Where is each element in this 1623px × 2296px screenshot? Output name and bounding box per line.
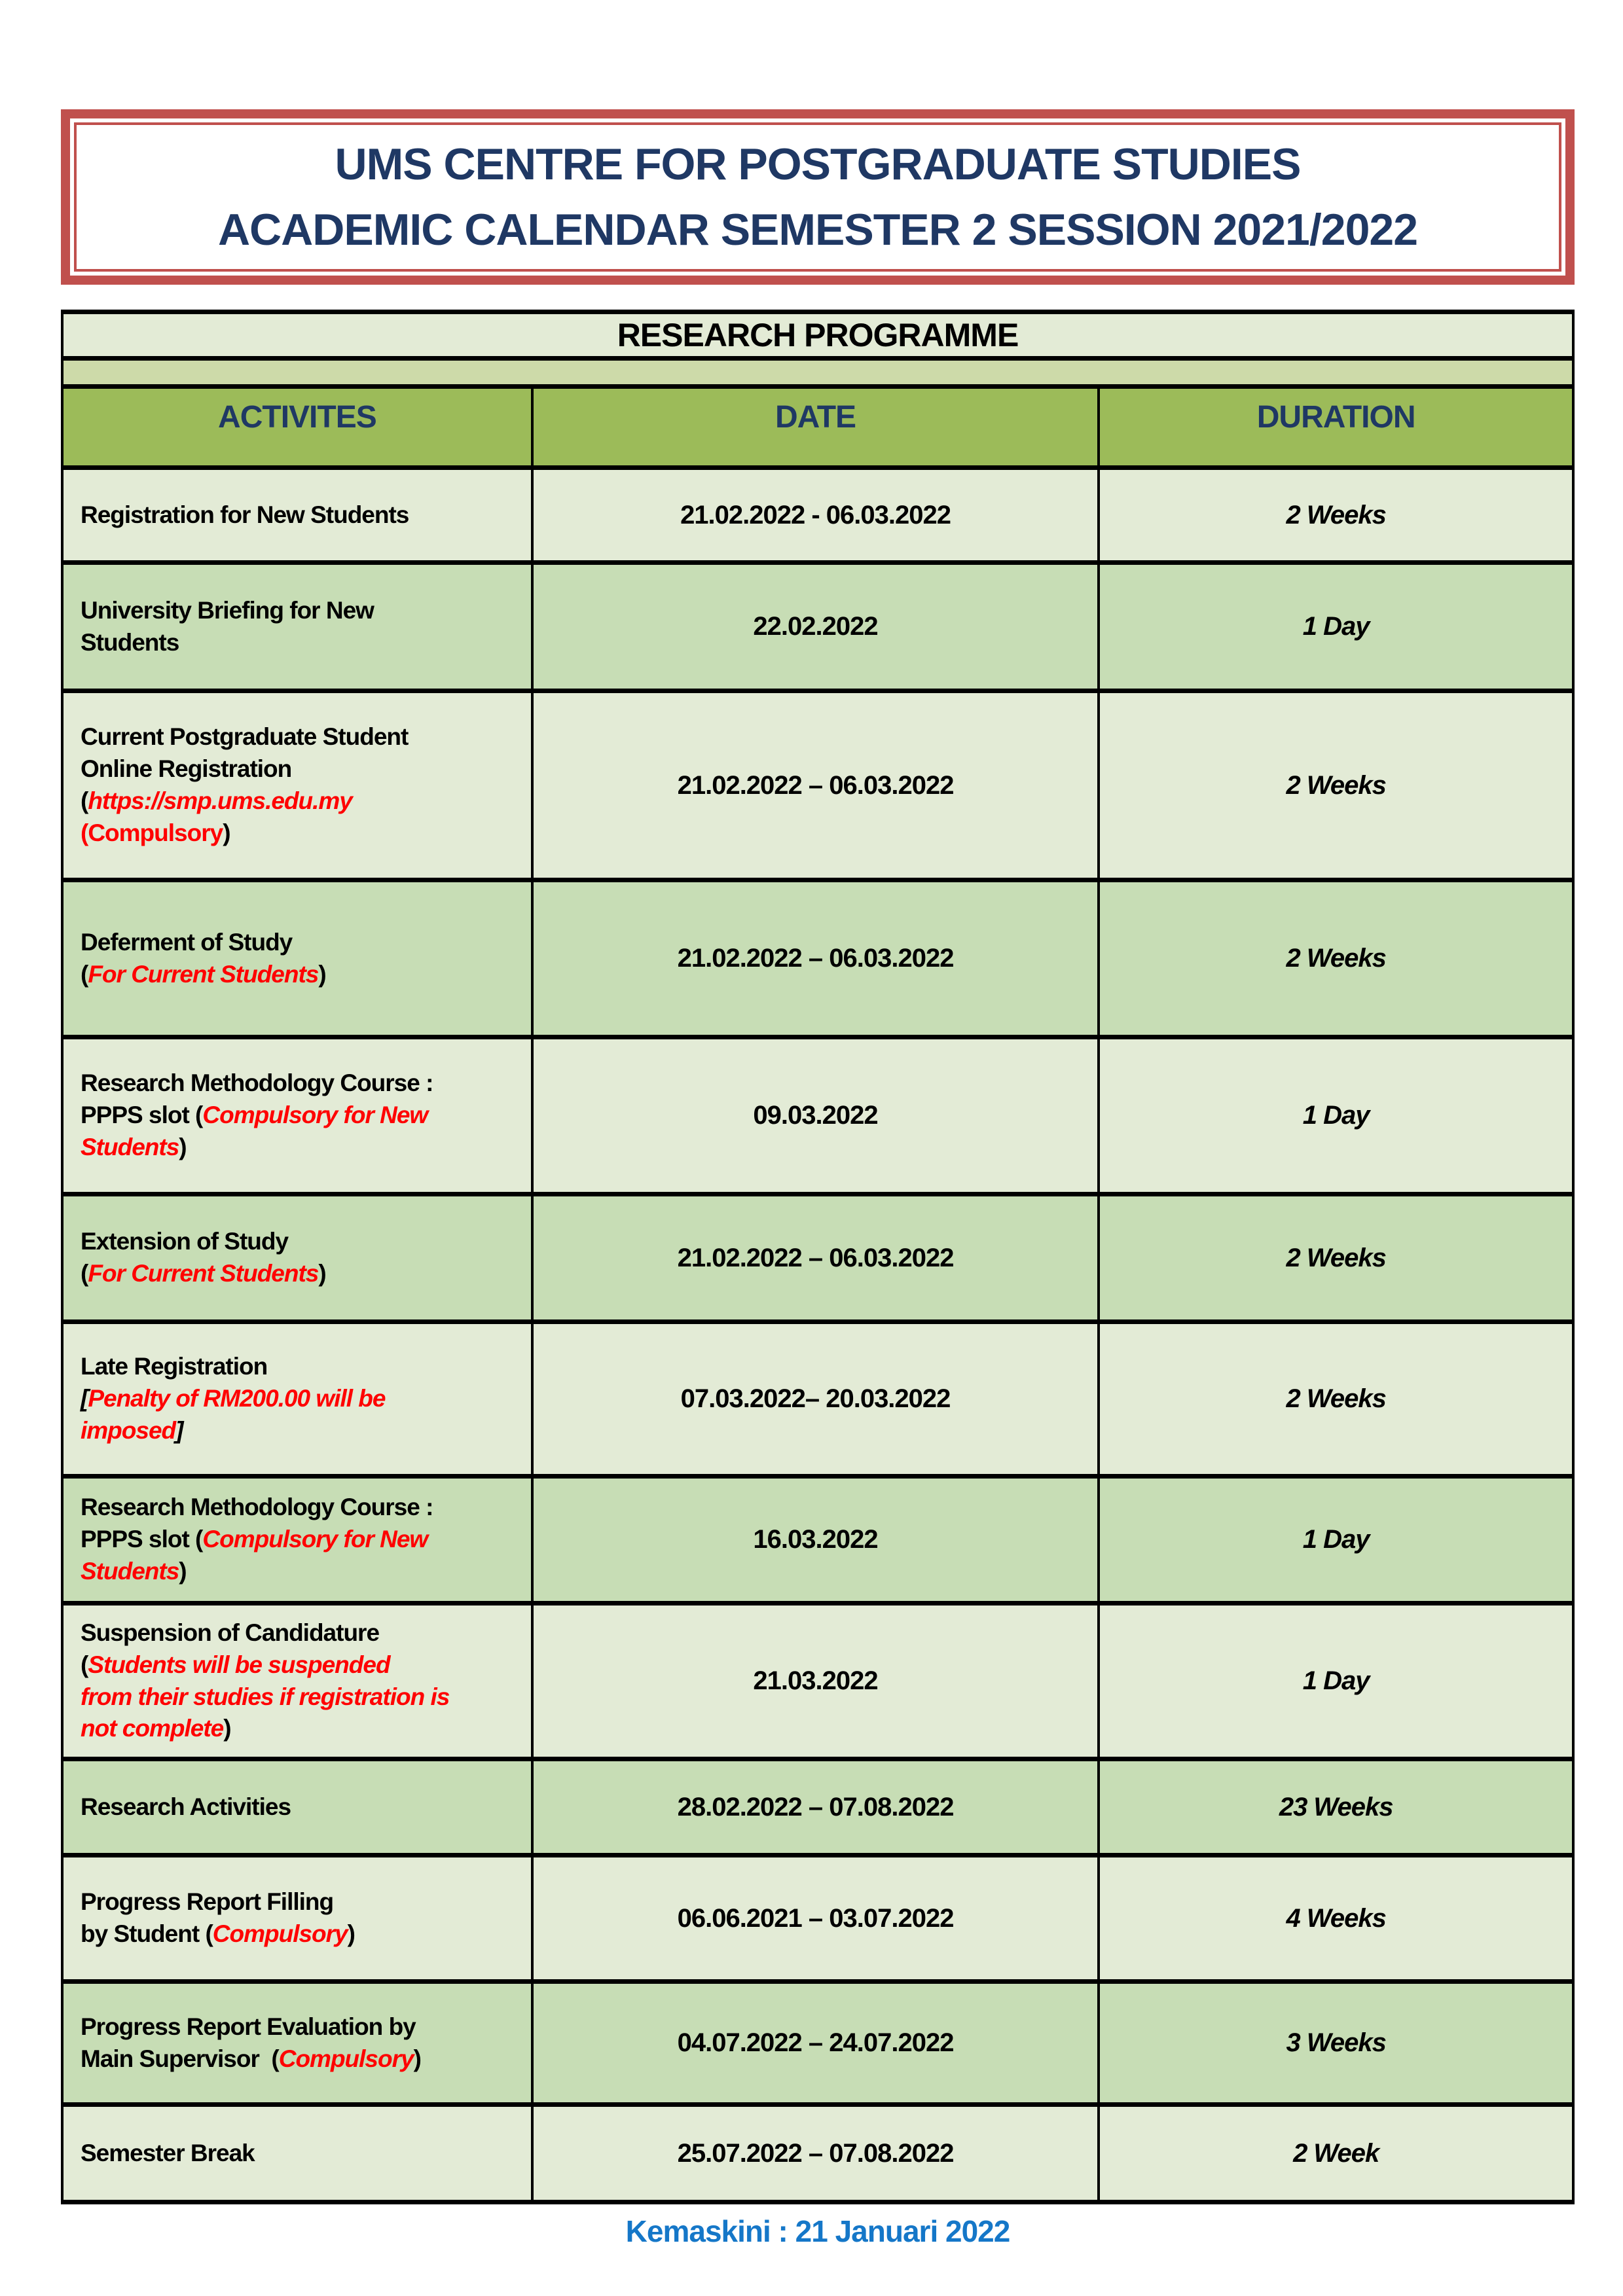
activity-text: Registration for New Students — [81, 501, 409, 528]
duration-cell: 2 Week — [1099, 2105, 1573, 2202]
col-header-activities: ACTIVITES — [62, 387, 532, 468]
activity-cell — [62, 563, 532, 691]
table-row — [62, 563, 1573, 691]
spacer-band — [62, 359, 1573, 387]
activity-text: [ — [81, 1385, 88, 1412]
title-box-inner — [74, 122, 1561, 272]
duration-cell: 1 Day — [1099, 1477, 1573, 1604]
activity-text: ( — [81, 960, 88, 988]
activity-text: ) — [413, 2045, 421, 2072]
table-row — [62, 1856, 1573, 1982]
activity-text: For Current Students — [88, 1260, 319, 1287]
activity-line — [81, 721, 519, 753]
table-row — [62, 1982, 1573, 2105]
duration-cell: 1 Day — [1099, 1037, 1573, 1194]
activity-text: Research Methodology Course : — [81, 1069, 433, 1097]
date-cell: 16.03.2022 — [532, 1477, 1099, 1604]
table-row — [62, 468, 1573, 563]
duration-cell: 1 Day — [1099, 1604, 1573, 1759]
duration-cell: 4 Weeks — [1099, 1856, 1573, 1982]
activity-text: ) — [223, 1715, 231, 1742]
activity-cell — [62, 1759, 532, 1856]
activity-text: Compulsory — [212, 1920, 348, 1947]
activity-text: Compulsory — [278, 2045, 414, 2072]
activity-text: ) — [179, 1557, 187, 1585]
activity-text: ( — [81, 1651, 88, 1678]
activity-cell — [62, 1982, 532, 2105]
title-box — [61, 109, 1575, 285]
date-cell: 21.02.2022 – 06.03.2022 — [532, 691, 1099, 880]
duration-cell: 23 Weeks — [1099, 1759, 1573, 1856]
duration-cell: 2 Weeks — [1099, 1194, 1573, 1322]
activity-line — [81, 1713, 519, 1745]
activity-text: Progress Report Filling — [81, 1888, 334, 1916]
section-title-row — [62, 312, 1573, 359]
activity-text: Main Supervisor ( — [81, 2045, 279, 2072]
activity-text: Students — [81, 628, 179, 656]
table-body — [62, 468, 1573, 2202]
activity-text: Suspension of Candidature — [81, 1619, 380, 1646]
activity-text: Current Postgraduate Student — [81, 723, 409, 751]
activity-line — [81, 1918, 519, 1950]
table-row — [62, 880, 1573, 1037]
activity-line — [81, 1649, 519, 1681]
table-row — [62, 1604, 1573, 1759]
activity-line — [81, 959, 519, 991]
activity-text: imposed — [81, 1416, 176, 1444]
activity-cell — [62, 1322, 532, 1477]
activity-line — [81, 627, 519, 659]
activity-text: Students — [81, 1133, 179, 1160]
activity-line — [81, 1492, 519, 1524]
activity-text: Students will be suspended — [88, 1651, 390, 1678]
table-row — [62, 1037, 1573, 1194]
activity-line — [81, 1415, 519, 1447]
activity-line — [81, 1351, 519, 1383]
activity-text: from their studies if registration is — [81, 1683, 450, 1710]
activity-text: ) — [318, 1260, 326, 1287]
activity-text: by Student ( — [81, 1920, 213, 1947]
duration-cell: 2 Weeks — [1099, 691, 1573, 880]
activity-text: ( — [81, 1260, 88, 1287]
activity-text: Late Registration — [81, 1353, 268, 1380]
activity-cell — [62, 1477, 532, 1604]
activity-cell — [62, 1037, 532, 1194]
section-title: RESEARCH PROGRAMME — [62, 312, 1573, 359]
activity-text: Deferment of Study — [81, 928, 293, 956]
activity-text: Students — [81, 1557, 179, 1585]
activity-text: ) — [179, 1133, 187, 1160]
activity-line — [81, 927, 519, 959]
activity-cell — [62, 880, 532, 1037]
activity-cell — [62, 1856, 532, 1982]
activity-line — [81, 1617, 519, 1649]
activity-text: For Current Students — [88, 960, 319, 988]
date-cell: 04.07.2022 – 24.07.2022 — [532, 1982, 1099, 2105]
activity-line — [81, 753, 519, 785]
activity-line — [81, 1226, 519, 1258]
date-cell: 25.07.2022 – 07.08.2022 — [532, 2105, 1099, 2202]
table-row — [62, 1477, 1573, 1604]
activity-text: ( — [81, 787, 88, 814]
page-subtitle: ACADEMIC CALENDAR SEMESTER 2 SESSION 2021/2022 — [217, 204, 1418, 255]
footer-note: Kemaskini : 21 Januari 2022 — [625, 2214, 1010, 2248]
activity-line — [81, 1681, 519, 1713]
calendar-table — [61, 310, 1575, 2204]
date-cell: 22.02.2022 — [532, 563, 1099, 691]
activity-text: not complete — [81, 1715, 224, 1742]
table-row — [62, 2105, 1573, 2202]
col-header-date: DATE — [532, 387, 1099, 468]
table-row — [62, 691, 1573, 880]
date-cell: 09.03.2022 — [532, 1037, 1099, 1194]
date-cell: 06.06.2021 – 03.07.2022 — [532, 1856, 1099, 1982]
duration-cell: 2 Weeks — [1099, 468, 1573, 563]
activity-text: Research Methodology Course : — [81, 1494, 433, 1521]
date-cell: 21.02.2022 – 06.03.2022 — [532, 880, 1099, 1037]
date-cell: 07.03.2022– 20.03.2022 — [532, 1322, 1099, 1477]
activity-line — [81, 785, 519, 817]
table-row — [62, 1322, 1573, 1477]
activity-text: ] — [175, 1416, 183, 1444]
activity-line — [81, 1132, 519, 1164]
activity-line — [81, 499, 519, 531]
table-row — [62, 1194, 1573, 1322]
date-cell: 21.02.2022 - 06.03.2022 — [532, 468, 1099, 563]
duration-cell: 3 Weeks — [1099, 1982, 1573, 2105]
activity-text: Semester Break — [81, 2139, 255, 2166]
activity-text: PPPS slot ( — [81, 1102, 203, 1129]
activity-line — [81, 1556, 519, 1588]
activity-line — [81, 2043, 519, 2075]
activity-text: Progress Report Evaluation by — [81, 2013, 416, 2040]
date-cell: 21.03.2022 — [532, 1604, 1099, 1759]
activity-text: ) — [347, 1920, 355, 1947]
activity-text: University Briefing for New — [81, 596, 374, 624]
activity-line — [81, 1524, 519, 1556]
activity-text: (Compulsory — [81, 819, 223, 846]
activity-line — [81, 817, 519, 850]
activity-line — [81, 1100, 519, 1132]
activity-text: PPPS slot ( — [81, 1526, 203, 1553]
duration-cell: 2 Weeks — [1099, 880, 1573, 1037]
activity-cell — [62, 468, 532, 563]
activity-cell — [62, 1604, 532, 1759]
duration-cell: 2 Weeks — [1099, 1322, 1573, 1477]
activity-line — [81, 1258, 519, 1290]
activity-text: ) — [223, 819, 230, 846]
activity-line — [81, 2138, 519, 2170]
smp-url: https://smp.ums.edu.my — [88, 787, 352, 814]
activity-cell — [62, 1194, 532, 1322]
activity-text: Compulsory for New — [202, 1102, 428, 1129]
date-cell: 28.02.2022 – 07.08.2022 — [532, 1759, 1099, 1856]
activity-text: ) — [318, 960, 326, 988]
activity-line — [81, 1886, 519, 1918]
activity-text: Online Registration — [81, 755, 292, 783]
activity-line — [81, 1383, 519, 1415]
column-header-row — [62, 387, 1573, 468]
activity-text: Penalty of RM200.00 will be — [88, 1385, 386, 1412]
duration-cell: 1 Day — [1099, 563, 1573, 691]
activity-line — [81, 2011, 519, 2043]
table-row — [62, 1759, 1573, 1856]
activity-line — [81, 595, 519, 627]
activity-text: Compulsory for New — [202, 1526, 428, 1553]
activity-cell — [62, 691, 532, 880]
activity-text: Extension of Study — [81, 1228, 289, 1255]
activity-text: Research Activities — [81, 1793, 291, 1820]
activity-line — [81, 1791, 519, 1823]
date-cell: 21.02.2022 – 06.03.2022 — [532, 1194, 1099, 1322]
spacer-band-row — [62, 359, 1573, 387]
page-title: UMS CENTRE FOR POSTGRADUATE STUDIES — [335, 139, 1301, 190]
col-header-duration: DURATION — [1099, 387, 1573, 468]
activity-cell — [62, 2105, 532, 2202]
activity-line — [81, 1067, 519, 1100]
